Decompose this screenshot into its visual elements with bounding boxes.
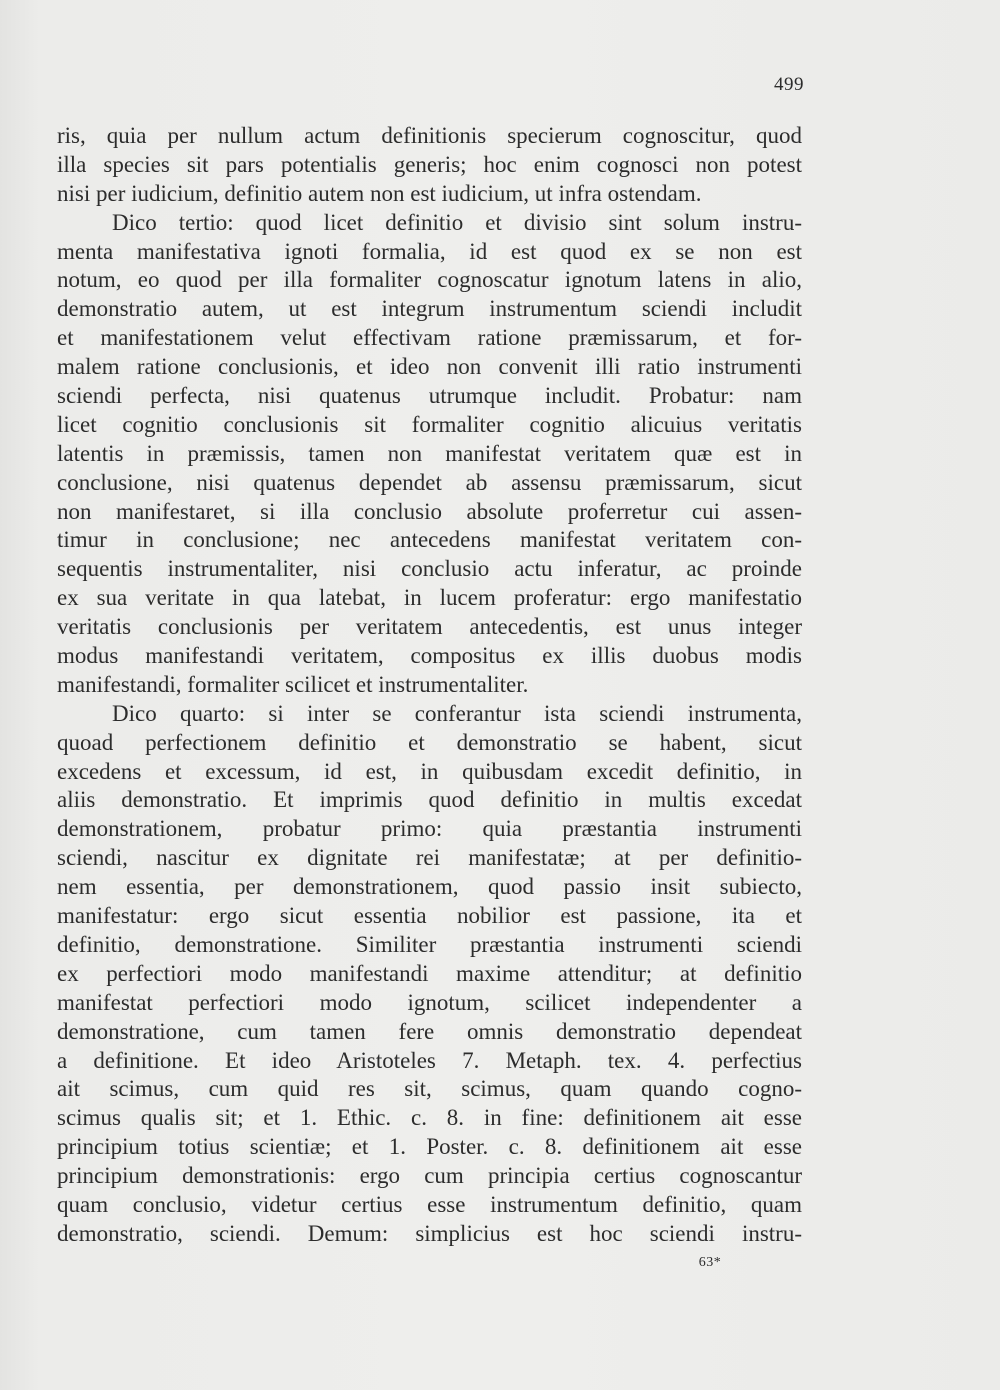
text-line: excedens et excessum, id est, in quibusdam excedit definitio, in <box>57 758 802 784</box>
text-line: demonstratio autem, ut est integrum instrumentum sciendi includit <box>57 296 802 322</box>
text-line: manifestandi, formaliter scilicet et instrumentaliter. <box>57 671 529 697</box>
text-line: demonstratio, sciendi. Demum: simplicius est hoc sciendi instru- <box>57 1220 802 1246</box>
text-line: ex sua veritate in qua latebat, in lucem proferatur: ergo manifestatio <box>57 585 802 611</box>
text-line: demonstratione, cum tamen fere omnis demonstratio dependeat <box>57 1018 802 1044</box>
text-line: ait scimus, cum quid res sit, scimus, quam quando cogno- <box>57 1076 802 1102</box>
text-line: menta manifestativa ignoti formalia, id est quod ex se non est <box>57 238 802 264</box>
text-line: ex perfectiori modo manifestandi maxime attenditur; at definitio <box>57 960 802 986</box>
text-line: scimus qualis sit; et 1. Ethic. c. 8. in fine: definitionem ait esse <box>57 1105 802 1131</box>
text-line: manifestat perfectiori modo ignotum, scilicet independenter a <box>57 989 802 1015</box>
text-line: latentis in præmissis, tamen non manifestat veritatem quæ est in <box>57 440 802 466</box>
paragraph-start-line: Dico quarto: si inter se conferantur ista sciendi instrumenta, <box>112 700 802 726</box>
text-line: principium demonstrationis: ergo cum principia certius cognoscantur <box>57 1163 802 1189</box>
text-line: nem essentia, per demonstrationem, quod passio insit subiecto, <box>57 874 802 900</box>
text-line: definitio, demonstratione. Similiter præstantia instrumenti sciendi <box>57 931 802 957</box>
text-line: demonstrationem, probatur primo: quia præstantia instrumenti <box>57 816 802 842</box>
text-line: timur in conclusione; nec antecedens manifestat veritatem con- <box>57 527 802 553</box>
text-line: sciendi perfecta, nisi quatenus utrumque includit. Probatur: nam <box>57 383 802 409</box>
text-line: malem ratione conclusionis, et ideo non convenit illi ratio instrumenti <box>57 354 802 380</box>
paragraph-start-line: Dico tertio: quod licet definitio et divisio sint solum instru- <box>112 209 802 235</box>
body-text <box>57 122 802 1249</box>
text-line: aliis demonstratio. Et imprimis quod definitio in multis excedat <box>57 787 802 813</box>
text-line: nisi per iudicium, definitio autem non est iudicium, ut infra ostendam. <box>57 180 702 206</box>
text-line: quoad perfectionem definitio et demonstratio se habent, sicut <box>57 729 802 755</box>
text-line: modus manifestandi veritatem, compositus ex illis duobus modis <box>57 643 802 669</box>
page-number: 499 <box>774 74 804 95</box>
text-line: sciendi, nascitur ex dignitate rei manifestatæ; at per definitio- <box>57 845 802 871</box>
text-line: illa species sit pars potentialis generis; hoc enim cognosci non potest <box>57 151 802 177</box>
text-line: notum, eo quod per illa formaliter cognoscatur ignotum latens in alio, <box>57 267 802 293</box>
text-line: veritatis conclusionis per veritatem antecedentis, est unus integer <box>57 614 802 640</box>
printer-signature-mark: 63* <box>698 1255 722 1270</box>
text-line: non manifestaret, si illa conclusio absolute proferretur cui assen- <box>57 498 802 524</box>
text-line: a definitione. Et ideo Aristoteles 7. Metaph. tex. 4. perfectius <box>57 1047 802 1073</box>
text-line: quam conclusio, videtur certius esse instrumentum definitio, quam <box>57 1191 802 1217</box>
text-line: et manifestationem velut effectivam ratione præmissarum, et for- <box>57 325 802 351</box>
text-line: sequentis instrumentaliter, nisi conclusio actu inferatur, ac proinde <box>57 556 802 582</box>
text-line: licet cognitio conclusionis sit formaliter cognitio alicuius veritatis <box>57 411 802 437</box>
text-line: ris, quia per nullum actum definitionis specierum cognoscitur, quod <box>57 123 802 148</box>
text-line: principium totius scientiæ; et 1. Poster. c. 8. definitionem ait esse <box>57 1134 802 1160</box>
text-line: conclusione, nisi quatenus dependet ab assensu præmissarum, sicut <box>57 469 802 495</box>
text-line: manifestatur: ergo sicut essentia nobilior est passione, ita et <box>57 903 802 929</box>
